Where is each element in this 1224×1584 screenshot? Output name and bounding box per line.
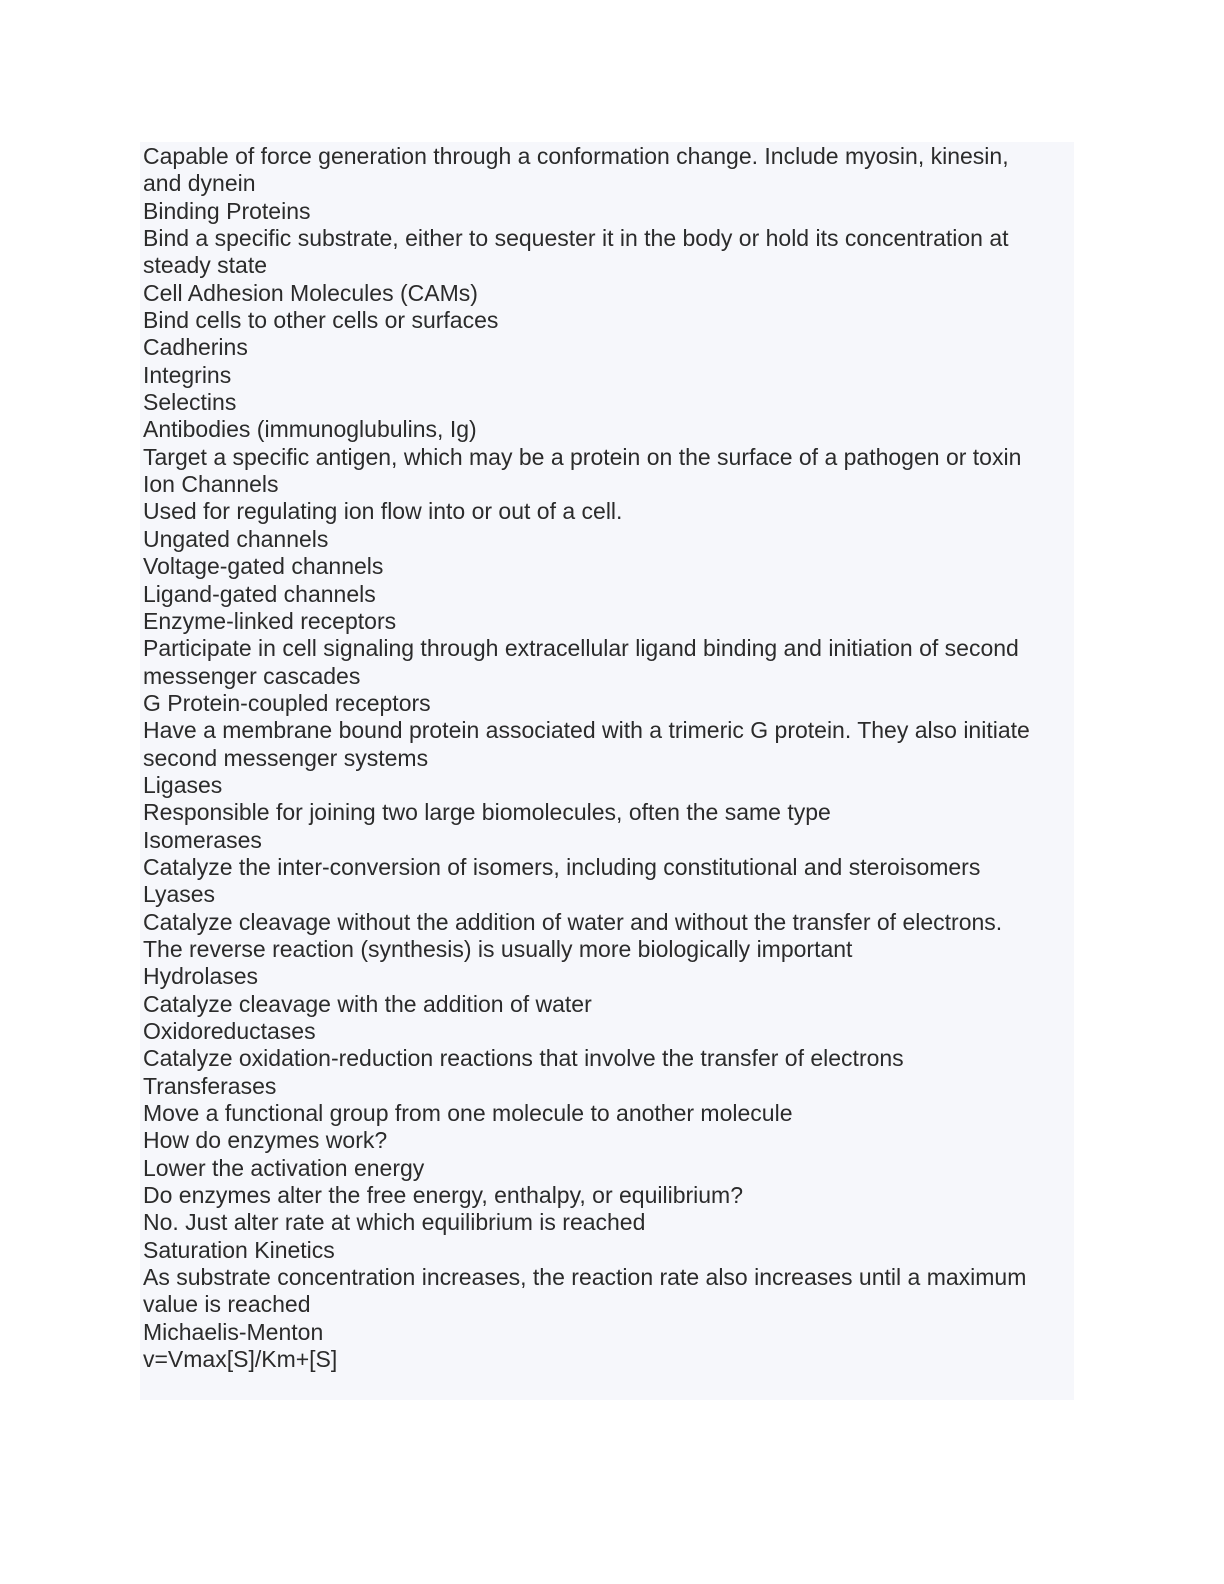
text-line: Oxidoreductases [143,1018,316,1044]
text-line: steady state [143,252,268,279]
text-line: value is reached [143,1291,311,1318]
text-line: Ion Channels [143,471,279,498]
text-line: Hydrolases [143,963,259,990]
text-line: Selectins [143,389,237,416]
text-line: Catalyze cleavage with the addition of water [143,990,592,1017]
text-line: Capable of force generation through a conformation change. Include myosin, kinesin, [143,143,1009,169]
text-line: G Protein-coupled receptors [143,689,431,716]
text-line: Antibodies (immunoglubulins, Ig) [143,416,477,443]
text-line: Voltage-gated channels [143,553,384,580]
text-line: Catalyze the inter-conversion of isomers, including constitutional and steroisomers [143,853,981,880]
text-line: How do enzymes work? [143,1127,388,1154]
text-line: Do enzymes alter the free energy, enthalpy, or equilibrium? [143,1182,744,1209]
text-line: Have a membrane bound protein associated with a trimeric G protein. They also initiate [143,717,1030,744]
text-line: messenger cascades [143,662,361,689]
text-line: Used for regulating ion flow into or out of a cell. [143,498,623,525]
text-line: Ungated channels [143,525,329,552]
text-line: The reverse reaction (synthesis) is usually more biologically important [143,935,853,962]
text-line: Participate in cell signaling through extracellular ligand binding and initiation of second [143,635,1019,662]
text-line: Transferases [143,1072,277,1099]
text-line: second messenger systems [143,744,429,771]
text-line: Responsible for joining two large biomolecules, often the same type [143,799,831,826]
text-block [140,142,1074,1400]
text-line: Move a functional group from one molecule to another molecule [143,1100,793,1127]
text-line: Bind cells to other cells or surfaces [143,307,499,334]
text-line: Bind a specific substrate, either to sequester it in the body or hold its concentration at [143,225,1009,252]
text-line: Enzyme-linked receptors [143,607,397,634]
text-line: Catalyze oxidation-reduction reactions that involve the transfer of electrons [143,1045,904,1072]
text-line: Michaelis-Menton [143,1318,324,1345]
text-line: Saturation Kinetics [143,1236,335,1263]
text-line: No. Just alter rate at which equilibrium is reached [143,1209,646,1236]
text-line: Integrins [143,361,232,388]
text-line: Isomerases [143,826,262,853]
text-line: Lower the activation energy [143,1154,425,1181]
text-line: v=Vmax[S]/Km+[S] [143,1346,338,1373]
text-line: As substrate concentration increases, the reaction rate also increases until a maximum [143,1264,1027,1291]
text-line: Lyases [143,881,216,908]
text-line: Catalyze cleavage without the addition of water and without the transfer of electrons. [143,908,1003,935]
text-line: Binding Proteins [143,197,311,224]
text-line: and dynein [143,170,256,197]
text-line: Cell Adhesion Molecules (CAMs) [143,279,478,306]
text-line: Ligand-gated channels [143,580,376,607]
text-line: Ligases [143,771,223,798]
text-line: Target a specific antigen, which may be a protein on the surface of a pathogen or toxin [143,443,1022,470]
text-line: Cadherins [143,334,248,361]
